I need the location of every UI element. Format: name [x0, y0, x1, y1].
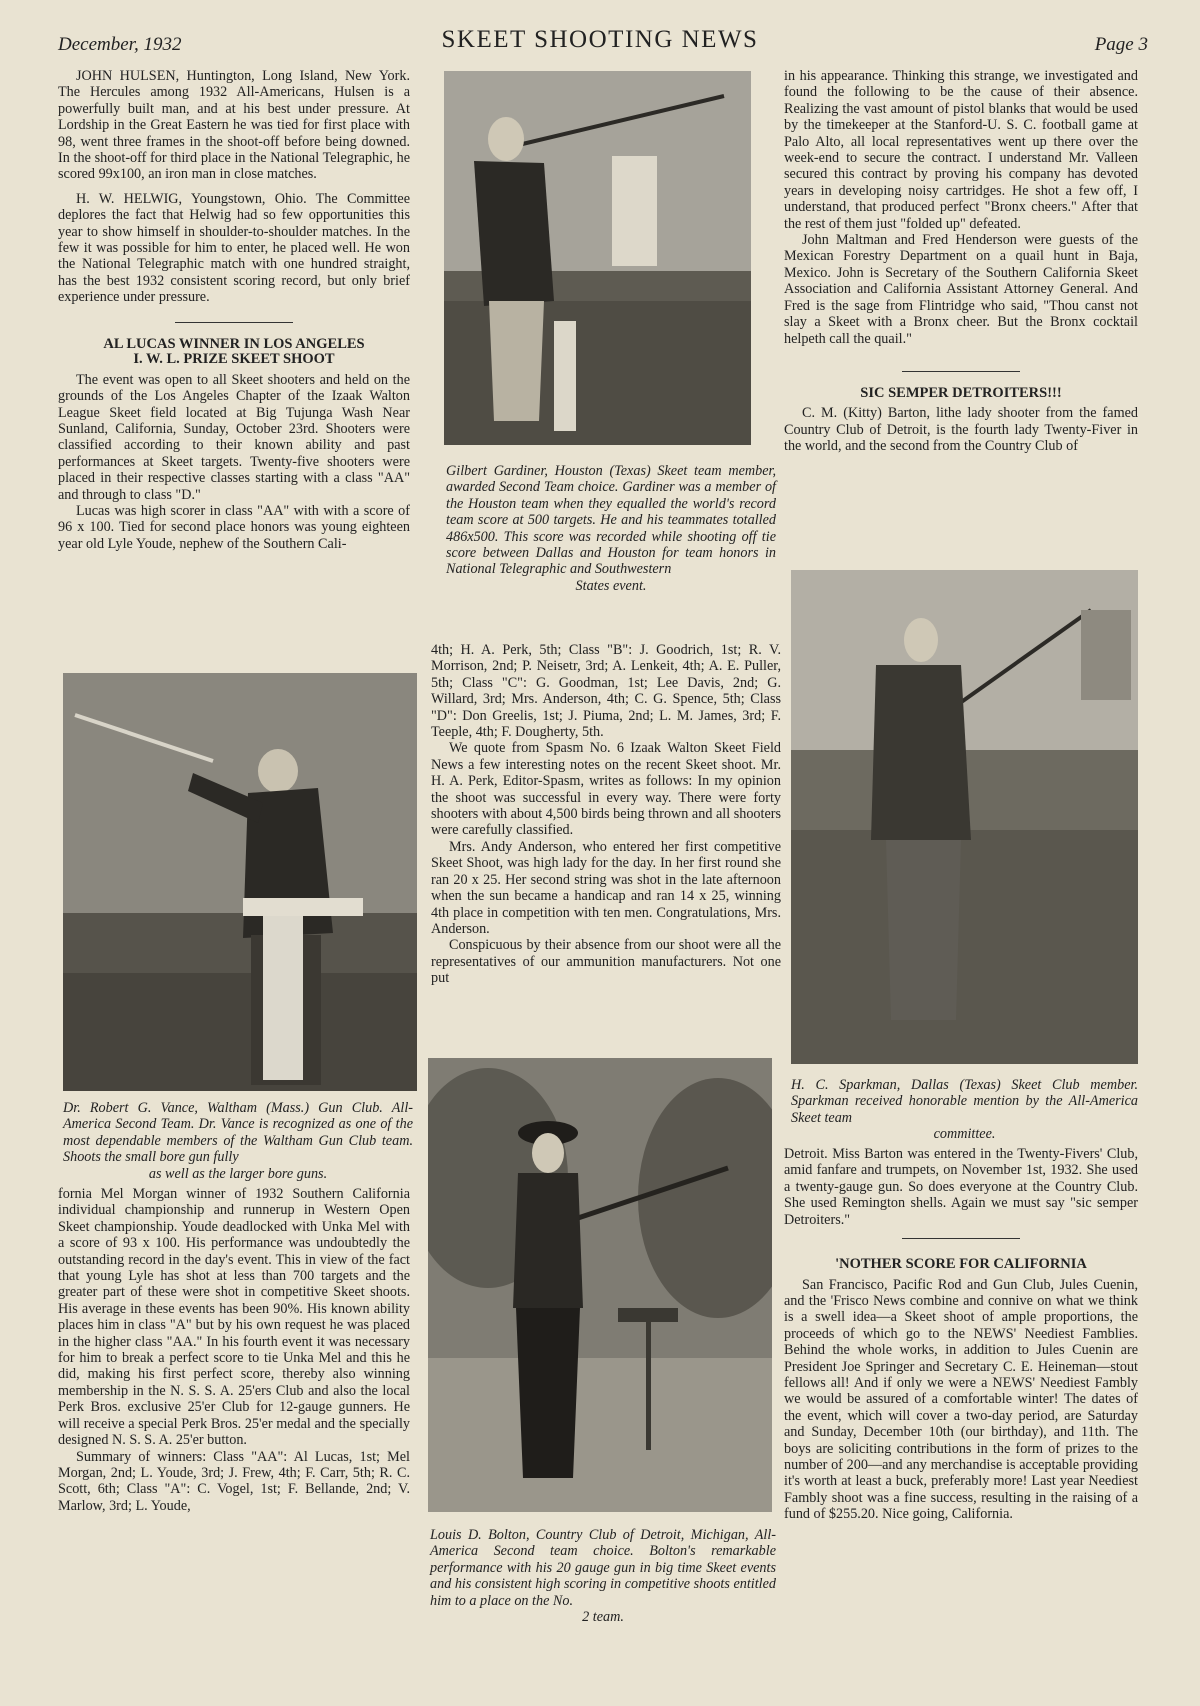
photo-bolton: [428, 1058, 772, 1512]
bolton-caption-text: Louis D. Bolton, Country Club of Detroit, Michigan, All-America Second team choice. Bolton's remarkable performance with his 20 gauge gun in big time Skeet events and his consistent high scoring in competitive shoots entitled him to a place on the No.: [430, 1527, 776, 1609]
lucas-paragraph: Lucas was high scorer in class "AA" with with a score of 96 x 100. Tied for second place honors was young eighteen year old Lyle Youde, nephew of the Southern Cali-: [58, 502, 410, 552]
column-3-bottom: [784, 1146, 1138, 1523]
section-rule: [902, 1238, 1020, 1239]
issue-date: December, 1932: [58, 34, 182, 55]
event-paragraph: The event was open to all Skeet shooters and held on the grounds of the Los Angeles Chapter of the Izaak Walton League Skeet field located at Big Tujunga Wash Near Sunland, California, Sunday, October 23rd. Shooters were classified according to their known ability and past performances at Skeet targets. Twenty-five shooters were placed in their respective classes starting with a class "AA" and through to class "D.": [58, 371, 410, 503]
caption-vance: [63, 1100, 413, 1182]
san-francisco-paragraph: San Francisco, Pacific Rod and Gun Club, Jules Cuenin, and the 'Frisco News combine and connive on what we think is a swell idea—a Skeet shoot of ample proportions, the proceeds of which go to the NEWS' Neediest Famblies. Behind the whole works, in addition to Jules Cuenin are President Joe Springer and Secretary C. E. Heineman—stout fellows all! And if only we were a NEWS' Neediest Fambly we would be assured of a comfortable winter! The dates of the event, which will cover a two-day period, are Saturday and Sunday, December 10th (our birthday), and 11th. The boys are soliciting contributions in the form of prizes to the number of 200—and any merchandise is acceptable providing it's worth at least a buck, preferably more! Last year Neediest Fambly shoot was a fine success, resulting in the raising of a fund of $255.20. Nice going, California.: [784, 1276, 1138, 1523]
caption-gardiner: [446, 463, 776, 594]
results-paragraph: 4th; H. A. Perk, 5th; Class "B": J. Goodrich, 1st; R. V. Morrison, 2nd; P. Neisetr, 3rd; A. Lenkeit, 4th; A. E. Puller, 5th; Class "C": G. Goodman, 1st; Lee Davis, 2nd; G. Willard, 3rd; Mrs. Anderson, 4th; C. G. Spence, 5th; Class "D": Don Greelis, 1st; J. Piuma, 2nd; L. M. James, 3rd; F. Teeple, 4th; F. Dougherty, 5th.: [431, 642, 781, 741]
photo-gardiner: [444, 71, 751, 445]
photo-sparkman: [791, 570, 1138, 1064]
appearance-paragraph: in his appearance. Thinking this strange, we investigated and found the following to be the cause of their absence. Realizing the vast amount of pistol blanks that would be used by the timekeeper at the Stanford-U. S. C. football game at Palo Alto, all local representatives went up there over the week-end to secure the contract. I understand Mr. Valleen secured this contract by proving his company has devoted years in developing noisy cartridges. He shot a few off, I understand, that produced perfect "Bronx cheers." After that the rest of them just "folded up" defeated.: [784, 68, 1138, 232]
hulsen-paragraph: JOHN HULSEN, Huntington, Long Island, New York. The Hercules among 1932 All-Americans, Hulsen is a powerfully built man, and at his best under pressure. At Lordship in the Great Eastern he was tied for first place with 98, went three frames in the shoot-off before being downed. In the shoot-off for third place in the National Telegraphic, he scored 99x100, an iron man in close matches.: [58, 68, 410, 183]
helwig-paragraph: H. W. HELWIG, Youngstown, Ohio. The Committee deplores the fact that Helwig had so few opportunities this year to show himself in shoulder-to-shoulder matches. In the few it was possible for him to enter, he placed well. He won the National Telegraphic match with one hundred straight, has the best 1932 consistent scoring record, but only brief experience under pressure.: [58, 190, 410, 306]
vance-caption-text: Dr. Robert G. Vance, Waltham (Mass.) Gun Club. All-America Second Team. Dr. Vance is recognized as one of the most dependable members of the Waltham Gun Club team. Shoots the small bore gun fully: [63, 1100, 413, 1166]
page-number: Page 3: [1094, 34, 1148, 55]
column-1-top: [58, 68, 410, 552]
column-2-middle: [431, 642, 781, 987]
sic-semper-heading: SIC SEMPER DETROITERS!!!: [860, 384, 1062, 401]
vance-caption-last: as well as the larger bore guns.: [148, 1165, 328, 1182]
column-3-top: [784, 68, 1138, 455]
bolton-caption-last: 2 team.: [582, 1609, 624, 1626]
lucas-heading-line2: I. W. L. PRIZE SKEET SHOOT: [133, 351, 335, 368]
column-1-bottom: [58, 1186, 410, 1514]
summary-paragraph: Summary of winners: Class "AA": Al Lucas, 1st; Mel Morgan, 2nd; L. Youde, 3rd; J. Frew, 4th; F. Carr, 5th; R. C. Scott, 6th; Class "A": C. Vogel, 1st; F. Bellande, 2nd; V. Marlow, 3rd; L. Youde,: [58, 1448, 410, 1514]
masthead-title: SKEET SHOOTING NEWS: [441, 26, 759, 53]
nother-score-heading: 'NOTHER SCORE FOR CALIFORNIA: [835, 1256, 1087, 1273]
sparkman-photo-image: [791, 570, 1138, 1064]
anderson-paragraph: Mrs. Andy Anderson, who entered her first competitive Skeet Shoot, was high lady for the day. In her first round she ran 20 x 25. Her second string was shot in the late afternoon when the sun became a handicap and ran 14 x 25, winning 4th place in competition with ten men. Congratulations, Mrs. Anderson.: [431, 838, 781, 937]
detroit-paragraph: Detroit. Miss Barton was entered in the Twenty-Fivers' Club, amid fanfare and trumpets, on November 1st, 1932. She used a twenty-gauge gun. So does everyone at the Country Club. She used Remington shells. Again we must say "sic semper Detroiters.": [784, 1146, 1138, 1228]
barton-paragraph: C. M. (Kitty) Barton, lithe lady shooter from the famed Country Club of Detroit, is the fourth lady Twenty-Fiver in the world, and the second from the Country Club of: [784, 405, 1138, 455]
maltman-paragraph: John Maltman and Fred Henderson were guests of the Mexican Forestry Department on a quail hunt in Baja, Mexico. John is Secretary of the Southern California Skeet Association and California Assistant Attorney General. And Fred is the sage from Flintridge who said, "Thou canst not slay a Skeet with a Bronx cheer. But the Bronx cocktail helpeth call the quail.": [784, 232, 1138, 347]
caption-bolton: [430, 1527, 776, 1625]
sparkman-caption-text: H. C. Sparkman, Dallas (Texas) Skeet Club member. Sparkman received honorable mention by the All-America Skeet team: [791, 1077, 1138, 1126]
quote-paragraph: We quote from Spasm No. 6 Izaak Walton Skeet Field News a few interesting notes on the recent Skeet shoot. Mr. H. A. Perk, Editor-Spasm, writes as follows: In my opinion the shoot was successful in every way. There were forty shooters with about 4,500 birds being thrown and all shooters were carefully classified.: [431, 740, 781, 839]
gardiner-photo-image: [444, 71, 751, 445]
caption-sparkman: [791, 1077, 1138, 1143]
gardiner-caption-last: States event.: [575, 577, 647, 594]
section-rule: [902, 371, 1020, 372]
absence-paragraph: Conspicuous by their absence from our shoot were all the representatives of our ammunition manufacturers. Not one put: [431, 937, 781, 987]
sparkman-caption-last: committee.: [933, 1126, 996, 1143]
fornia-paragraph: fornia Mel Morgan winner of 1932 Southern California individual championship and runnerup in Western Open Skeet championship. Youde deadlocked with Unka Mel with a score of 93 x 100. His performance was undoubtedly the outstanding record in the day's event. This in view of the fact that young Lyle has shot at less than 700 targets and the greater part of these were shot in competitive Skeet shoots. His average in these events has been 90%. His known ability places him in class "A" but by his own request he was placed in the higher class "AA." In his fourth event it was necessary for him to break a perfect score to tie Unka Mel and this he did, making his first perfect score, thereby also winning membership in the N. S. S. A. 25'ers Club and also the local Perk Bros. exclusive 25'er Club for 12-gauge gunners. He will receive a special Perk Bros. 25'er medal and the specially designed N. S. S. A. 25'er button.: [58, 1186, 410, 1449]
bolton-photo-image: [428, 1058, 772, 1512]
photo-vance: [63, 673, 417, 1091]
section-rule: [175, 322, 293, 323]
lucas-heading-line1: AL LUCAS WINNER IN LOS ANGELES: [103, 335, 365, 352]
vance-photo-image: [63, 673, 417, 1091]
gardiner-caption-text: Gilbert Gardiner, Houston (Texas) Skeet team member, awarded Second Team choice. Gardiner was a member of the Houston team when they equalled the world's record team score at 500 targets. He and his teammates totalled 486x500. This score was recorded while shooting off tie score between Dallas and Houston for team honors in National Telegraphic and Southwestern: [446, 463, 776, 578]
